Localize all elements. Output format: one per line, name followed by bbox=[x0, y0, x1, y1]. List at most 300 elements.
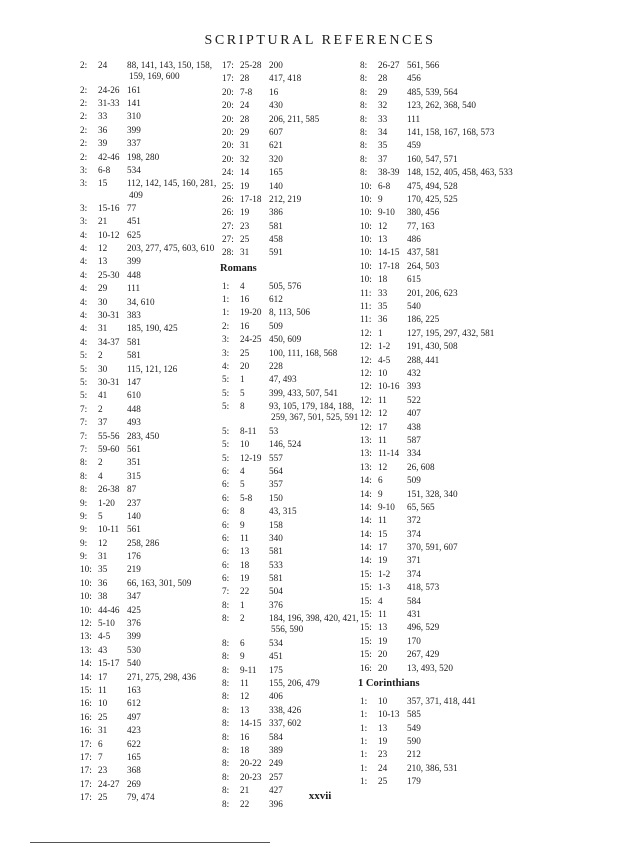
chapter: 4: bbox=[80, 310, 88, 321]
verse: 35 bbox=[378, 301, 388, 312]
chapter: 8: bbox=[360, 73, 368, 84]
index-entry bbox=[360, 435, 520, 446]
chapter: 24: bbox=[222, 167, 234, 178]
chapter: 1: bbox=[222, 294, 230, 305]
index-entry bbox=[360, 723, 520, 734]
index-entry bbox=[360, 274, 520, 285]
chapter: 20: bbox=[222, 140, 234, 151]
verse: 6 bbox=[240, 637, 245, 648]
page-refs: 201, 206, 623 bbox=[407, 287, 458, 298]
verse: 17 bbox=[378, 542, 388, 553]
page-refs: 497 bbox=[127, 711, 141, 722]
chapter: 6: bbox=[222, 506, 230, 517]
verse: 12 bbox=[378, 220, 388, 231]
page-refs: 170 bbox=[407, 635, 421, 646]
page-refs: 337, 602 bbox=[269, 718, 302, 729]
index-entry bbox=[222, 307, 360, 318]
index-entry bbox=[360, 341, 520, 352]
page-refs: 432 bbox=[407, 367, 421, 378]
verse: 37 bbox=[98, 417, 108, 428]
verse: 1-3 bbox=[378, 582, 391, 593]
page-refs: 374 bbox=[407, 568, 421, 579]
index-entry bbox=[222, 321, 360, 332]
page-refs: 486 bbox=[407, 234, 421, 245]
index-entry bbox=[360, 167, 520, 178]
chapter: 14: bbox=[80, 658, 92, 669]
verse: 32 bbox=[378, 100, 388, 111]
page-refs: 191, 430, 508 bbox=[407, 341, 458, 352]
index-entry bbox=[360, 194, 520, 205]
verse: 31 bbox=[98, 323, 108, 334]
verse: 12 bbox=[378, 408, 388, 419]
bottom-rule bbox=[30, 842, 270, 843]
index-entry bbox=[80, 752, 220, 763]
page-refs: 625 bbox=[127, 229, 141, 240]
page-refs: 509 bbox=[407, 475, 421, 486]
verse: 36 bbox=[98, 577, 108, 588]
page-refs: 357 bbox=[269, 479, 283, 490]
chapter: 14: bbox=[360, 501, 372, 512]
index-entry bbox=[80, 203, 220, 214]
index-entry bbox=[80, 538, 220, 549]
verse: 10-11 bbox=[98, 524, 120, 535]
chapter: 20: bbox=[222, 113, 234, 124]
chapter: 15: bbox=[360, 622, 372, 633]
page-refs: 561 bbox=[127, 524, 141, 535]
chapter: 8: bbox=[222, 651, 230, 662]
chapter: 7: bbox=[80, 417, 88, 428]
page-refs: 590 bbox=[407, 735, 421, 746]
index-entry bbox=[80, 178, 220, 200]
chapter: 14: bbox=[360, 542, 372, 553]
chapter: 8: bbox=[222, 731, 230, 742]
chapter: 3: bbox=[80, 216, 88, 227]
index-entry bbox=[80, 243, 220, 254]
index-entry bbox=[360, 127, 520, 138]
page-refs: 8, 113, 506 bbox=[269, 307, 311, 318]
index-entry bbox=[222, 546, 360, 557]
verse: 8 bbox=[240, 506, 245, 517]
verse: 4 bbox=[240, 280, 245, 291]
chapter: 8: bbox=[222, 599, 230, 610]
page-refs: 176 bbox=[127, 551, 141, 562]
chapter: 10: bbox=[80, 564, 92, 575]
chapter: 7: bbox=[80, 430, 88, 441]
chapter: 15: bbox=[80, 684, 92, 695]
index-entry bbox=[80, 564, 220, 575]
verse: 8-11 bbox=[240, 425, 257, 436]
index-entry bbox=[360, 301, 520, 312]
verse: 7 bbox=[98, 751, 103, 762]
chapter: 9: bbox=[80, 497, 88, 508]
index-entry bbox=[360, 596, 520, 607]
index-entry bbox=[80, 498, 220, 509]
verse: 16 bbox=[240, 320, 250, 331]
verse: 59-60 bbox=[98, 443, 120, 454]
index-entry bbox=[80, 658, 220, 669]
page-refs: 561 bbox=[127, 443, 141, 454]
page-refs: 87 bbox=[127, 484, 137, 495]
index-entry bbox=[222, 560, 360, 571]
verse: 20-22 bbox=[240, 758, 262, 769]
page-refs: 77 bbox=[127, 202, 137, 213]
page-refs: 88, 141, 143, 150, 158, 159, 169, 600 bbox=[127, 60, 212, 82]
verse: 10-12 bbox=[98, 229, 120, 240]
chapter: 1: bbox=[360, 735, 368, 746]
verse: 35 bbox=[98, 564, 108, 575]
verse: 19 bbox=[378, 735, 388, 746]
page-refs: 315 bbox=[127, 470, 141, 481]
page-refs: 206, 211, 585 bbox=[269, 113, 320, 124]
index-entry bbox=[360, 649, 520, 660]
chapter: 9: bbox=[80, 537, 88, 548]
page-refs: 184, 196, 398, 420, 421, 556, 590 bbox=[269, 613, 359, 635]
page-refs: 417, 418 bbox=[269, 73, 302, 84]
verse: 25-28 bbox=[240, 60, 262, 70]
page-refs: 127, 195, 297, 432, 581 bbox=[407, 327, 495, 338]
page-refs: 431 bbox=[407, 609, 421, 620]
chapter: 4: bbox=[222, 361, 230, 372]
verse: 7-8 bbox=[240, 86, 253, 97]
chapter: 8: bbox=[360, 140, 368, 151]
verse: 38-39 bbox=[378, 167, 400, 178]
chapter: 7: bbox=[80, 403, 88, 414]
chapter: 25: bbox=[222, 180, 234, 191]
page-refs: 587 bbox=[407, 434, 421, 445]
verse: 24-27 bbox=[98, 778, 120, 789]
index-entry bbox=[222, 361, 360, 372]
verse: 24 bbox=[378, 762, 388, 773]
index-entry bbox=[222, 140, 360, 151]
index-entry bbox=[360, 247, 520, 258]
chapter: 6: bbox=[222, 465, 230, 476]
page-refs: 340 bbox=[269, 532, 283, 543]
page-refs: 93, 105, 179, 184, 188, 259, 367, 501, 525, 591 bbox=[269, 401, 359, 423]
index-entry bbox=[222, 533, 360, 544]
index-entry bbox=[222, 60, 360, 71]
page-refs: 485, 539, 564 bbox=[407, 86, 458, 97]
verse: 17-18 bbox=[378, 260, 400, 271]
index-entry bbox=[360, 221, 520, 232]
verse: 10 bbox=[240, 439, 250, 450]
verse: 6-8 bbox=[378, 180, 391, 191]
verse: 13 bbox=[240, 546, 250, 557]
index-entry bbox=[360, 776, 520, 787]
chapter: 5: bbox=[222, 452, 230, 463]
verse: 15 bbox=[378, 528, 388, 539]
page-refs: 459 bbox=[407, 140, 421, 151]
index-entry bbox=[222, 221, 360, 232]
page-refs: 612 bbox=[269, 294, 283, 305]
chapter: 6: bbox=[222, 559, 230, 570]
verse: 2 bbox=[240, 613, 245, 624]
chapter: 14: bbox=[360, 528, 372, 539]
verse: 33 bbox=[98, 111, 108, 122]
page-refs: 371 bbox=[407, 555, 421, 566]
chapter: 8: bbox=[360, 126, 368, 137]
chapter: 8: bbox=[222, 771, 230, 782]
verse: 44-46 bbox=[98, 604, 120, 615]
page-refs: 151, 328, 340 bbox=[407, 488, 458, 499]
page-refs: 425 bbox=[127, 604, 141, 615]
verse: 13 bbox=[240, 704, 250, 715]
index-entry bbox=[360, 555, 520, 566]
page-refs: 591 bbox=[269, 247, 283, 258]
chapter: 1: bbox=[360, 749, 368, 760]
page-refs: 257 bbox=[269, 771, 283, 782]
page-refs: 368 bbox=[127, 765, 141, 776]
page-refs: 376 bbox=[127, 618, 141, 629]
chapter: 13: bbox=[360, 461, 372, 472]
verse: 9 bbox=[240, 651, 245, 662]
verse: 24 bbox=[240, 100, 250, 111]
verse: 33 bbox=[378, 113, 388, 124]
index-entry bbox=[222, 651, 360, 662]
page-refs: 337 bbox=[127, 138, 141, 149]
verse: 9-11 bbox=[240, 664, 257, 675]
verse: 29 bbox=[240, 126, 250, 137]
index-entry bbox=[360, 763, 520, 774]
chapter: 10: bbox=[360, 234, 372, 245]
page-refs: 581 bbox=[269, 546, 283, 557]
verse: 15-16 bbox=[98, 202, 120, 213]
index-entry bbox=[360, 489, 520, 500]
index-entry bbox=[222, 732, 360, 743]
chapter: 2: bbox=[222, 320, 230, 331]
verse: 36 bbox=[98, 124, 108, 135]
verse: 9 bbox=[378, 193, 383, 204]
chapter: 10: bbox=[360, 193, 372, 204]
chapter: 8: bbox=[222, 637, 230, 648]
verse: 21 bbox=[240, 785, 250, 796]
page-refs: 357, 371, 418, 441 bbox=[407, 695, 476, 706]
page-refs: 47, 493 bbox=[269, 374, 297, 385]
page-refs: 66, 163, 301, 509 bbox=[127, 577, 192, 588]
chapter: 13: bbox=[80, 631, 92, 642]
page-refs: 438 bbox=[407, 421, 421, 432]
page-refs: 111 bbox=[407, 113, 421, 124]
index-entry bbox=[222, 154, 360, 165]
verse: 18 bbox=[240, 559, 250, 570]
chapter: 4: bbox=[80, 269, 88, 280]
index-entry bbox=[360, 502, 520, 513]
chapter: 27: bbox=[222, 220, 234, 231]
verse: 1 bbox=[240, 599, 245, 610]
verse: 41 bbox=[98, 390, 108, 401]
chapter: 3: bbox=[222, 334, 230, 345]
chapter: 6: bbox=[222, 546, 230, 557]
page-refs: 79, 474 bbox=[127, 792, 155, 803]
page-refs: 584 bbox=[407, 595, 421, 606]
page-refs: 34, 610 bbox=[127, 296, 155, 307]
verse: 25 bbox=[240, 234, 250, 245]
verse: 12-19 bbox=[240, 452, 262, 463]
index-entry bbox=[80, 138, 220, 149]
verse: 42-46 bbox=[98, 151, 120, 162]
page-refs: 448 bbox=[127, 403, 141, 414]
chapter: 8: bbox=[80, 457, 88, 468]
verse: 4 bbox=[378, 595, 383, 606]
chapter: 7: bbox=[80, 443, 88, 454]
chapter: 8: bbox=[360, 60, 368, 70]
chapter: 16: bbox=[360, 662, 372, 673]
index-entry bbox=[360, 529, 520, 540]
verse: 37 bbox=[378, 153, 388, 164]
verse: 1-2 bbox=[378, 341, 391, 352]
verse: 22 bbox=[240, 798, 250, 809]
index-entry bbox=[80, 85, 220, 96]
verse: 26-27 bbox=[378, 60, 400, 70]
index-entry bbox=[80, 337, 220, 348]
verse: 6 bbox=[378, 475, 383, 486]
chapter: 17: bbox=[80, 751, 92, 762]
index-entry bbox=[80, 152, 220, 163]
page-refs: 496, 529 bbox=[407, 622, 440, 633]
page-refs: 406 bbox=[269, 691, 283, 702]
index-entry bbox=[222, 100, 360, 111]
index-entry bbox=[360, 234, 520, 245]
page-refs: 396 bbox=[269, 798, 283, 809]
page-refs: 203, 277, 475, 603, 610 bbox=[127, 243, 215, 254]
verse: 26-38 bbox=[98, 484, 120, 495]
chapter: 13: bbox=[360, 448, 372, 459]
page-refs: 430 bbox=[269, 100, 283, 111]
page-refs: 175 bbox=[269, 664, 283, 675]
index-entry bbox=[360, 73, 520, 84]
index-entry bbox=[360, 355, 520, 366]
verse: 30 bbox=[98, 363, 108, 374]
chapter: 13: bbox=[80, 644, 92, 655]
verse: 4 bbox=[240, 465, 245, 476]
page-refs: 622 bbox=[127, 738, 141, 749]
index-entry bbox=[222, 194, 360, 205]
chapter: 1: bbox=[360, 776, 368, 787]
running-header: SCRIPTURAL REFERENCES bbox=[204, 33, 436, 48]
chapter: 2: bbox=[80, 124, 88, 135]
index-entry bbox=[222, 294, 360, 305]
chapter: 17: bbox=[80, 765, 92, 776]
index-entry bbox=[222, 234, 360, 245]
index-entry bbox=[360, 87, 520, 98]
index-entry bbox=[80, 364, 220, 375]
verse: 17-18 bbox=[240, 193, 262, 204]
verse: 1 bbox=[240, 374, 245, 385]
chapter: 8: bbox=[222, 798, 230, 809]
page-refs: 170, 425, 525 bbox=[407, 193, 458, 204]
verse: 11-14 bbox=[378, 448, 400, 459]
index-entry bbox=[80, 111, 220, 122]
page-refs: 399 bbox=[127, 124, 141, 135]
chapter: 8: bbox=[222, 664, 230, 675]
verse: 1-20 bbox=[98, 497, 115, 508]
index-entry bbox=[80, 725, 220, 736]
page-refs: 77, 163 bbox=[407, 220, 435, 231]
chapter: 14: bbox=[360, 488, 372, 499]
verse: 2 bbox=[98, 457, 103, 468]
index-entry bbox=[360, 100, 520, 111]
index-entry bbox=[80, 417, 220, 428]
chapter: 8: bbox=[222, 678, 230, 689]
verse: 16 bbox=[240, 731, 250, 742]
index-entry bbox=[222, 374, 360, 385]
verse: 5-8 bbox=[240, 492, 253, 503]
page-refs: 522 bbox=[407, 394, 421, 405]
page-refs: 451 bbox=[269, 651, 283, 662]
index-entry bbox=[80, 524, 220, 535]
page-refs: 219 bbox=[127, 564, 141, 575]
chapter: 14: bbox=[80, 671, 92, 682]
chapter: 5: bbox=[222, 439, 230, 450]
page-refs: 475, 494, 528 bbox=[407, 180, 458, 191]
index-entry bbox=[360, 181, 520, 192]
verse: 15 bbox=[98, 178, 108, 189]
page-refs: 283, 450 bbox=[127, 430, 160, 441]
page-refs: 53 bbox=[269, 425, 279, 436]
verse: 25 bbox=[240, 347, 250, 358]
chapter: 3: bbox=[80, 164, 88, 175]
index-entry bbox=[222, 439, 360, 450]
index-entry bbox=[222, 718, 360, 729]
chapter: 12: bbox=[360, 381, 372, 392]
verse: 25 bbox=[98, 711, 108, 722]
index-entry bbox=[360, 368, 520, 379]
index-entry bbox=[360, 709, 520, 720]
index-entry bbox=[80, 310, 220, 321]
chapter: 1: bbox=[360, 709, 368, 720]
page-refs: 372 bbox=[407, 515, 421, 526]
index-entry bbox=[360, 381, 520, 392]
chapter: 12: bbox=[360, 341, 372, 352]
verse: 5 bbox=[240, 479, 245, 490]
index-entry bbox=[360, 696, 520, 707]
page-refs: 140 bbox=[127, 510, 141, 521]
chapter: 6: bbox=[222, 532, 230, 543]
chapter: 4: bbox=[80, 283, 88, 294]
page-refs: 399 bbox=[127, 631, 141, 642]
index-entry bbox=[222, 573, 360, 584]
index-entry bbox=[222, 613, 360, 635]
index-entry bbox=[222, 758, 360, 769]
chapter: 26: bbox=[222, 207, 234, 218]
page-refs: 140 bbox=[269, 180, 283, 191]
verse: 10 bbox=[98, 698, 108, 709]
verse: 12 bbox=[240, 691, 250, 702]
chapter: 10: bbox=[360, 207, 372, 218]
chapter: 8: bbox=[360, 113, 368, 124]
verse: 22 bbox=[240, 586, 250, 597]
verse: 28 bbox=[378, 73, 388, 84]
page-refs: 534 bbox=[269, 637, 283, 648]
chapter: 12: bbox=[360, 367, 372, 378]
verse: 10-13 bbox=[378, 709, 400, 720]
index-entry bbox=[360, 395, 520, 406]
verse: 5 bbox=[98, 510, 103, 521]
verse: 19 bbox=[240, 573, 250, 584]
page-refs: 228 bbox=[269, 361, 283, 372]
index-column-2 bbox=[222, 60, 360, 812]
chapter: 8: bbox=[360, 167, 368, 178]
page-refs: 351 bbox=[127, 457, 141, 468]
page-refs: 450, 609 bbox=[269, 334, 302, 345]
page-refs: 112, 142, 145, 160, 281, 409 bbox=[127, 178, 217, 200]
chapter: 8: bbox=[222, 744, 230, 755]
chapter: 5: bbox=[80, 377, 88, 387]
page-refs: 581 bbox=[269, 573, 283, 584]
chapter: 6: bbox=[222, 492, 230, 503]
index-entry bbox=[222, 493, 360, 504]
chapter: 9: bbox=[80, 510, 88, 521]
chapter: 4: bbox=[80, 296, 88, 307]
